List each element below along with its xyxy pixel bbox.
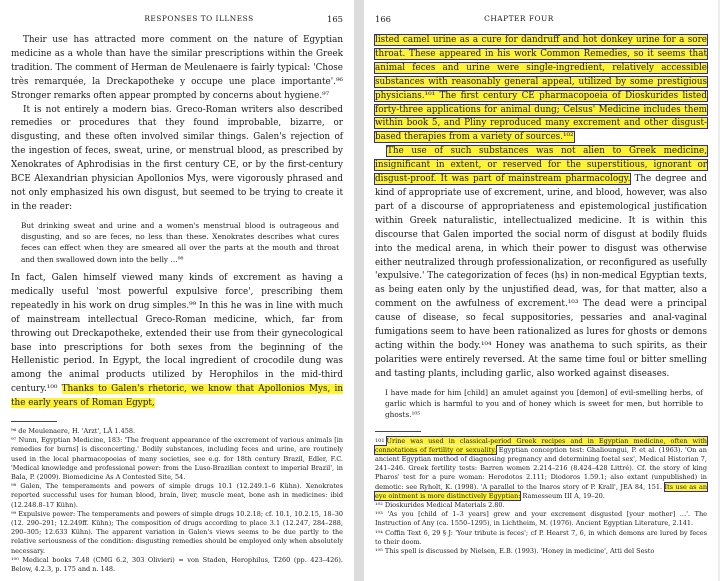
- left-running-head: RESPONSES TO ILLNESS: [144, 14, 254, 23]
- left-footnotes: [11, 427, 343, 574]
- footnote-101-highlight-2[interactable]: Its use as an eye ointment is more distinctively Egyptian:: [375, 482, 708, 500]
- footnote-97: ⁹⁷ Nunn, Egyptian Medicine, 183: 'The frequent appearance of the excrement of various animals [in remedies for burns] is disconcerting.' Bodily substances, including feces and urine, are routinely used in the local pharmacopoeias of many societies, see e.g. for 18th century Brazil, Edler, F.C. 'Medical knowledge and professional power: from the Luso-Brazilian context to imperial Brazil', in Bala, P. (2009). Biomedicine As A Contested Site, 54.: [11, 436, 343, 482]
- footnote-101-marker: 101: [375, 437, 385, 444]
- left-body-text-2: [11, 272, 343, 411]
- footnote-99: ⁹⁹ Expulsive power: The temperaments and powers of simple drugs 10.2.18; cf. 10.1, 10.2.15, 18–30 (12. 290–291; 12.249ff. Kühn); The composition of drugs according to place 3.1 (12.247, 284–288, 290–305; 12.633 Kühn). The apparent variation in Galen's views seems to be due partly to the relative seriousness of the condition: disgusting remedies should be employed only when absolutely necessary.: [11, 509, 343, 555]
- footnote-103: ¹⁰³ 'As you [child of 1–3 years] grew and your excrement disgusted [your mother] …'. The Instruction of Any (ca. 1550–1295), in Lichtheim, M. (1976). Ancient Egyptian Literature, 2.141.: [375, 510, 707, 528]
- footnote-105: ¹⁰⁵ This spell is discussed by Nielsen, E.B. (1993). 'Honey in medicine', Atti del Sesto: [375, 546, 655, 555]
- right-page-number: 166: [375, 14, 391, 24]
- left-paragraph-2: It is not entirely a modern bias. Greco-Roman writers also described remedies or procedures that they found improbable, bizarre, or disgusting, and these often involved similar things. Galen's rejection of the ingestion of feces, sweat, urine, or menstrual blood, as prescribed by Xenokrates of Aphrodisias in the first century CE, or by the first-century BCE Alexandrian physician Apollonios Mys, were vigorously phrased and not only emphasized his own disgust, but seemed to be trying to create it in the reader:: [11, 104, 343, 212]
- footnote-98: ⁹⁸ Galen, The temperaments and powers of simple drugs 10.1 (12.249.1–6 Kühn). Xenokrates reported successful uses for human blood, brain, liver, muscle meat, bone ash in medicines: ibid (12.248.8–17 Kühn).: [11, 482, 343, 509]
- footnote-100: ¹⁰⁰ Medical books 7.48 (CMG 6.2, 303 Olivieri) = von Staden, Herophilus, T260 (pp. 423–426). Below, 4.2.3, p. 175 and n. 148.: [11, 555, 343, 574]
- left-footnote-rule: [11, 421, 57, 422]
- right-body-text: [375, 34, 707, 382]
- book-gutter: [354, 0, 364, 581]
- right-highlight-2[interactable]: The use of such substances was not alien to Greek medicine, insignificant in extent, or reserved for the superstitious, ignorant or disgust-proof. It was part of mainstream pharmacology.: [375, 146, 707, 185]
- right-running-head: CHAPTER FOUR: [484, 14, 554, 23]
- right-highlight-1[interactable]: listed camel urine as a cure for dandruff and hot donkey urine for a sore throat. These appeared in his work Common Remedies, so it seems that animal feces and urine were single-ingredient, relatively accessible substances with reasonably general appeal, utilized by some prestigious physicians.¹⁰¹ The first century CE pharmacopoeia of Dioskurides listed forty-three applications for animal dung; Celsus' Medicine includes them within book 5, and Pliny reproduced many excrement and other disgust-based therapies from a variety of sources.¹⁰²: [375, 35, 707, 143]
- right-page: [364, 0, 718, 581]
- left-paragraph-3: [11, 272, 343, 411]
- right-paragraph-2: [375, 145, 707, 381]
- right-footnote-rule: [375, 431, 421, 432]
- footnote-101-highlight[interactable]: Urine was used in classical-period Greek recipes and in Egyptian medicine, often with connotations of fertility or sexuality.: [375, 436, 707, 454]
- footnote-102: ¹⁰² Dioskurides Medical Materials 2.80.: [375, 500, 505, 509]
- footnote-101-text: Egyptian conception test: Ghalioungui, P. et al. (1963). 'On an ancient Egyptian method of diagnosing pregnancy and determining foetal sex', Medical Historian 7, 241–246. Greek fertility tests: Barren women 2.214–216 (8.424–428 Littré). Cf. the story of king Pharos' test for a pure woman: Herodotos 2.111; Diodoros 1.59.1; also extant (unpublished) in demotic: see Ryholt, K. (1998). 'A parallel to the Inaros story of P. Krall', JEA 84, 151.: [375, 445, 707, 491]
- right-footnotes: [375, 437, 707, 557]
- right-running-header: [375, 14, 707, 34]
- left-highlight[interactable]: Thanks to Galen's rhetoric, we know that Apollonios Mys, in the early years of Roman Egypt,: [11, 384, 344, 409]
- left-page-number: 165: [326, 14, 343, 24]
- left-body-text: [11, 34, 343, 215]
- footnote-101-tail: Ramesseum III A, 19–20.: [520, 491, 605, 500]
- right-paragraph-2-text: The degree and kind of appropriate use of excrement, urine, and blood, however, was also part of a discourse of appropriateness and epistemological justification within Greek naturalistic, intellectualized medicine. It is within this discourse that Galen imported the social norm of disgust at bodily fluids into the medical arena, in which their power to disgust was otherwise either neutralized through professionalization, or reconfigured as usefully 'expulsive.' The categorization of feces (ḥs) in non-medical Egyptian texts, as being eaten only by the unjustified dead, was, for that matter, also a comment on the awfulness of excrement.¹⁰³ The dead were a principal cause of disease, so fecal suppositories, pessaries and anal-vaginal fumigations seem to have been rationalized as lures for ghosts or demons acting within the body.¹⁰⁴ Honey was anathema to such spirits, as their polarities were entirely reversed. At the same time foul or bitter smelling and tasting plants, including garlic, also worked against diseases.: [375, 174, 707, 379]
- left-paragraph-1: Their use has attracted more comment on the nature of Egyptian medicine as a whole than have the similar prescriptions within the Greek tradition. The comment of Herman de Meulenaere is fairly typical: 'Chose très remarquée, la Dreckapotheke y occupe une place importante'.⁹⁶ Stronger remarks often appear prompted by concerns about hygiene.⁹⁷: [11, 35, 343, 101]
- left-running-header: [11, 14, 343, 34]
- right-block-quote: I have made for him [child] an amulet against you [demon] of evil-smelling herbs, of garlic which is harmful to you and of honey which is sweet for men, but horrible to ghosts.¹⁰⁵: [385, 387, 703, 420]
- left-page: [0, 0, 354, 581]
- right-paragraph-1: [375, 34, 707, 145]
- footnote-101: [375, 437, 707, 501]
- left-paragraph-3-text: In fact, Galen himself viewed many kinds of excrement as having a medically useful 'most powerful expulsive force', prescribing them repeatedly in his work on drug simples.⁹⁹ In this he was in line with much of mainstream intellectual Greco-Roman medicine, which, far from throwing out Dreckapotheke, extended their use from their gynecological base into prescriptions for both sexes from the beginning of the Hellenistic period. In Egypt, the local ingredient of crocodile dung was among the animal products utilized by Herophilos in the mid-third century.¹⁰⁰: [11, 272, 343, 395]
- footnote-104: ¹⁰⁴ Coffin Text 6, 29 § J: 'Your tribute is feces'; cf P. Hearst 7, 6, in which demons are lured by feces to their doom.: [375, 528, 707, 546]
- footnote-96: ⁹⁶ de Meulenaere, H. 'Arzt', LÄ 1.458.: [11, 427, 136, 436]
- left-block-quote: But drinking sweat and urine and a women's menstrual blood is outrageous and disgusting, and so are feces, no less than these. Xenokrates describes what cures feces can effect when they are smeared all over the parts at the mouth and throat and then swallowed down into the belly …⁹⁸: [21, 220, 339, 264]
